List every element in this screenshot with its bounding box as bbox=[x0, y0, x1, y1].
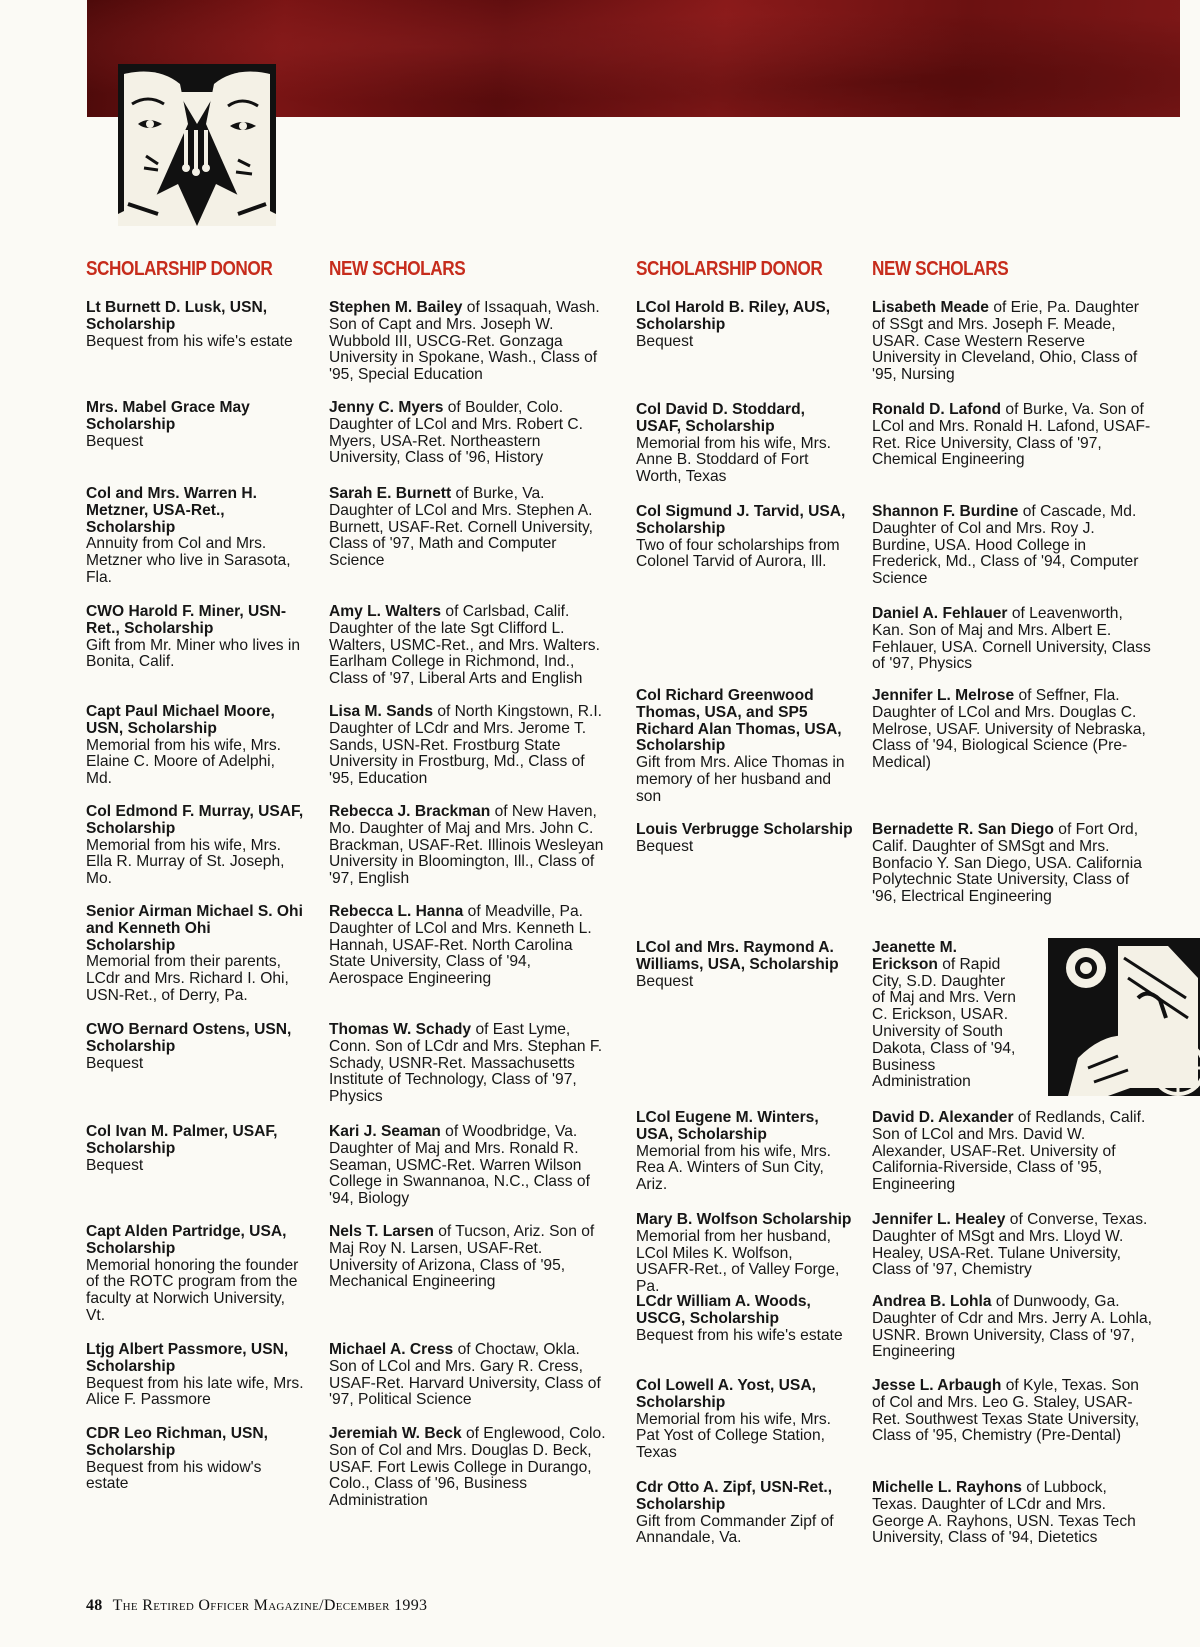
scholar-entry bbox=[329, 1342, 609, 1409]
donor-name: Col Edmond F. Murray, USAF, Scholarship bbox=[86, 803, 304, 837]
donor-desc: Bequest from his widow's estate bbox=[86, 1458, 262, 1493]
donor-name: Col and Mrs. Warren H. Metzner, USA-Ret., Scholarship bbox=[86, 485, 257, 536]
scholar-desc: of Carlsbad, Calif. Daughter of the late Sgt Clifford L. Walters, USMC-Ret., and Mrs. Walters. Earlham College in Richmond, Ind., Class of '97, Liberal Arts and English bbox=[329, 603, 600, 688]
scholar-desc: of Lubbock, Texas. Daughter of LCdr and Mrs. George A. Rayhons, USN. Texas Tech University, Class of '94, Dietetics bbox=[872, 1479, 1136, 1547]
donor-column-right bbox=[636, 258, 854, 1547]
donor-desc: Memorial from his wife, Mrs. Ella R. Murray of St. Joseph, Mo. bbox=[86, 836, 285, 888]
scholar-name: Bernadette R. San Diego bbox=[872, 821, 1054, 838]
scholar-name: Thomas W. Schady bbox=[329, 1021, 472, 1038]
scholar-name: Jesse L. Arbaugh bbox=[872, 1377, 1002, 1394]
scholar-desc: of Leavenworth, Kan. Son of Maj and Mrs. Albert E. Fehlauer, USA. Cornell University, Class of '97, Physics bbox=[872, 605, 1151, 673]
scholar-entry bbox=[872, 402, 1152, 469]
scholar-name: Jennifer L. Melrose bbox=[872, 687, 1015, 704]
donor-name: Col David D. Stoddard, USAF, Scholarship bbox=[636, 401, 805, 435]
scholar-name: Michael A. Cress bbox=[329, 1341, 454, 1358]
donor-name: LCol Harold B. Riley, AUS, Scholarship bbox=[636, 299, 831, 333]
donor-entry bbox=[636, 940, 854, 990]
scholar-desc: of Redlands, Calif. Son of LCol and Mrs. David W. Alexander, USAF-Ret. University of California-Riverside, Class of '95, Engineering bbox=[872, 1109, 1146, 1194]
scholar-entry bbox=[329, 1022, 609, 1106]
scholar-entry bbox=[329, 300, 609, 384]
scholar-desc: of East Lyme, Conn. Son of LCdr and Mrs. Stephan F. Schady, USNR-Ret. Massachusetts Institute of Technology, Class of '97, Physics bbox=[329, 1021, 603, 1106]
scholar-desc: of North Kingstown, R.I. Daughter of LCdr and Mrs. Jerome T. Sands, USN-Ret. Frostburg State University in Frostburg, Md., Class of '95, Education bbox=[329, 703, 603, 788]
scholar-name: Stephen M. Bailey bbox=[329, 299, 463, 316]
donor-desc: Two of four scholarships from Colonel Tarvid of Aurora, Ill. bbox=[636, 536, 840, 571]
donor-desc: Memorial from his wife, Mrs. Anne B. Stoddard of Fort Worth, Texas bbox=[636, 434, 831, 486]
donor-desc: Bequest bbox=[86, 432, 144, 450]
donor-name: Col Richard Greenwood Thomas, USA, and SP5 Richard Alan Thomas, USA, Scholarship bbox=[636, 687, 842, 755]
scholar-name: Jeanette M. Erickson bbox=[872, 939, 957, 973]
donor-desc: Gift from Commander Zipf of Annandale, Va. bbox=[636, 1512, 834, 1547]
scholar-entry bbox=[872, 504, 1152, 588]
scholar-desc: of Englewood, Colo. Son of Col and Mrs. Douglas D. Beck, USAF. Fort Lewis College in Durango, Colo., Class of '96, Business Administration bbox=[329, 1425, 606, 1510]
donor-entry bbox=[86, 1426, 304, 1493]
scholar-desc: of Dunwoody, Ga. Daughter of Cdr and Mrs. Jerry A. Lohla, USNR. Brown University, Class of '97, Engineering bbox=[872, 1293, 1152, 1361]
scholar-entry bbox=[872, 1212, 1152, 1279]
scholar-desc: of Choctaw, Okla. Son of LCol and Mrs. Gary R. Cress, USAF-Ret. Harvard University, Class of '97, Political Science bbox=[329, 1341, 601, 1409]
scholar-entry bbox=[872, 1294, 1152, 1361]
scholar-name: Daniel A. Fehlauer bbox=[872, 605, 1008, 622]
donor-name: Mary B. Wolfson Scholarship bbox=[636, 1211, 852, 1228]
scholar-desc: of Boulder, Colo. Daughter of LCol and Mrs. Robert C. Myers, USA-Ret. Northeastern University, Class of '96, History bbox=[329, 399, 583, 467]
donor-desc: Annuity from Col and Mrs. Metzner who live in Sarasota, Fla. bbox=[86, 535, 291, 586]
donor-desc: Bequest bbox=[636, 837, 694, 855]
scholar-desc: of Meadville, Pa. Daughter of LCol and Mrs. Kenneth L. Hannah, USAF-Ret. North Carolina State University, Class of '94, Aerospace Engineering bbox=[329, 903, 592, 988]
scholar-entry bbox=[329, 604, 609, 688]
scholar-name: Kari J. Seaman bbox=[329, 1123, 441, 1140]
scholar-desc: of Burke, Va. Daughter of LCol and Mrs. Stephen A. Burnett, USAF-Ret. Cornell University, Class of '97, Math and Computer Science bbox=[329, 485, 594, 570]
donor-entry bbox=[636, 300, 854, 350]
donor-name: Col Lowell A. Yost, USA, Scholarship bbox=[636, 1377, 816, 1411]
donor-name: Cdr Otto A. Zipf, USN-Ret., Scholarship bbox=[636, 1479, 833, 1513]
donor-name: Capt Alden Partridge, USA, Scholarship bbox=[86, 1223, 287, 1257]
scholar-desc: of Kyle, Texas. Son of Col and Mrs. Leo G. Staley, USAR-Ret. Southwest Texas State University, Class of '95, Chemistry (Pre-Dental) bbox=[872, 1377, 1140, 1445]
donor-desc: Bequest bbox=[636, 332, 694, 350]
publication-title: The Retired Officer Magazine/December 1993 bbox=[112, 1597, 428, 1614]
donor-entry bbox=[86, 300, 304, 350]
scholar-name: Ronald D. Lafond bbox=[872, 401, 1002, 418]
donor-entry bbox=[86, 704, 304, 788]
donor-entry bbox=[86, 1022, 304, 1072]
donor-entry bbox=[86, 604, 304, 671]
donor-desc: Bequest bbox=[86, 1054, 144, 1072]
scholars-column-left bbox=[329, 258, 609, 1510]
scholar-name: Jennifer L. Healey bbox=[872, 1211, 1006, 1228]
scholar-name: David D. Alexander bbox=[872, 1109, 1014, 1126]
scholar-desc: of Seffner, Fla. Daughter of LCol and Mrs. Douglas C. Melrose, USAF. University of Nebraska, Class of '94, Biological Science (Pre-Medical) bbox=[872, 687, 1146, 772]
page-number: 48 bbox=[86, 1597, 103, 1614]
scholar-entry bbox=[872, 300, 1152, 384]
column-heading: NEW SCHOLARS bbox=[329, 258, 466, 280]
scholar-desc: of Issaquah, Wash. Son of Capt and Mrs. Joseph W. Wubbold III, USCG-Ret. Gonzaga University in Spokane, Wash., Class of '95, Special Education bbox=[329, 299, 600, 384]
scholar-entry bbox=[872, 1480, 1152, 1547]
donor-entry bbox=[86, 1124, 304, 1174]
scholar-desc: of Cascade, Md. Daughter of Col and Mrs. Roy J. Burdine, USA. Hood College in Frederick, Md., Class of '94, Computer Science bbox=[872, 503, 1139, 588]
donor-entry bbox=[636, 1212, 854, 1296]
diploma-illustration bbox=[1048, 938, 1200, 1096]
donor-name: CDR Leo Richman, USN, Scholarship bbox=[86, 1425, 268, 1459]
column-heading: SCHOLARSHIP DONOR bbox=[636, 258, 823, 280]
donor-desc: Memorial from his wife, Mrs. Rea A. Winters of Sun City, Ariz. bbox=[636, 1142, 831, 1194]
donor-desc: Gift from Mrs. Alice Thomas in memory of her husband and son bbox=[636, 754, 845, 805]
donor-desc: Memorial from his wife, Mrs. Pat Yost of College Station, Texas bbox=[636, 1410, 831, 1462]
donor-entry bbox=[636, 1294, 854, 1344]
donor-entry bbox=[636, 688, 854, 806]
scholar-entry bbox=[329, 486, 609, 570]
donor-desc: Bequest bbox=[86, 1156, 144, 1174]
scholar-name: Michelle L. Rayhons bbox=[872, 1479, 1022, 1496]
scholar-name: Jenny C. Myers bbox=[329, 399, 444, 416]
donor-entry bbox=[86, 904, 304, 1005]
donor-name: CWO Bernard Ostens, USN, Scholarship bbox=[86, 1021, 292, 1055]
donor-desc: Gift from Mr. Miner who lives in Bonita, Calif. bbox=[86, 636, 301, 671]
donor-name: LCol and Mrs. Raymond A. Williams, USA, Scholarship bbox=[636, 939, 839, 973]
scholar-entry bbox=[872, 688, 1152, 772]
scholar-name: Amy L. Walters bbox=[329, 603, 442, 620]
scholar-desc: of Woodbridge, Va. Daughter of Maj and Mrs. Ronald R. Seaman, USMC-Ret. Warren Wilson College in Swannanoa, N.C., Class of '94, Biology bbox=[329, 1123, 590, 1208]
scholar-desc: of Converse, Texas. Daughter of MSgt and Mrs. Lloyd W. Healey, USA-Ret. Tulane University, Class of '97, Chemistry bbox=[872, 1211, 1148, 1279]
scholar-name: Lisa M. Sands bbox=[329, 703, 433, 720]
scholar-name: Jeremiah W. Beck bbox=[329, 1425, 462, 1442]
column-heading: NEW SCHOLARS bbox=[872, 258, 1009, 280]
scholar-entry bbox=[329, 1224, 609, 1291]
donor-entry bbox=[86, 1342, 304, 1409]
scholar-name: Andrea B. Lohla bbox=[872, 1293, 992, 1310]
donor-name: Capt Paul Michael Moore, USN, Scholarship bbox=[86, 703, 275, 737]
donor-name: CWO Harold F. Miner, USN-Ret., Scholarship bbox=[86, 603, 287, 637]
scholar-desc: of New Haven, Mo. Daughter of Maj and Mrs. John C. Brackman, USAF-Ret. Illinois Wesleyan University in Bloomington, Ill., Class of '97, English bbox=[329, 803, 604, 888]
donor-entry bbox=[636, 504, 854, 571]
scholar-entry bbox=[872, 822, 1152, 906]
scholar-name: Nels T. Larsen bbox=[329, 1223, 434, 1240]
donor-name: LCdr William A. Woods, USCG, Scholarship bbox=[636, 1293, 811, 1327]
donor-entry bbox=[86, 1224, 304, 1325]
scholars-illustration bbox=[118, 64, 276, 226]
scholar-name: Sarah E. Burnett bbox=[329, 485, 452, 502]
scholar-name: Shannon F. Burdine bbox=[872, 503, 1019, 520]
scholar-desc: of Tucson, Ariz. Son of Maj Roy N. Larsen, USAF-Ret. University of Arizona, Class of '95, Mechanical Engineering bbox=[329, 1223, 595, 1291]
donor-name: Louis Verbrugge Scholarship bbox=[636, 821, 853, 838]
donor-desc: Memorial from his wife, Mrs. Elaine C. Moore of Adelphi, Md. bbox=[86, 736, 281, 788]
donor-entry bbox=[636, 822, 854, 856]
scholar-entry bbox=[872, 606, 1152, 673]
scholar-entry bbox=[329, 1426, 609, 1510]
donor-desc: Bequest from his late wife, Mrs. Alice F. Passmore bbox=[86, 1374, 304, 1409]
scholar-entry bbox=[329, 1124, 609, 1208]
donor-desc: Memorial honoring the founder of the ROTC program from the faculty at Norwich University, Vt. bbox=[86, 1256, 299, 1324]
donor-desc: Memorial from her husband, LCol Miles K. Wolfson, USAFR-Ret., of Valley Forge, Pa. bbox=[636, 1227, 840, 1296]
donor-entry bbox=[86, 804, 304, 888]
scholar-entry bbox=[872, 940, 1022, 1091]
scholar-entry bbox=[329, 904, 609, 988]
donor-name: Ltjg Albert Passmore, USN, Scholarship bbox=[86, 1341, 289, 1375]
scholar-entry bbox=[329, 400, 609, 467]
donor-entry bbox=[636, 1110, 854, 1194]
donor-name: Mrs. Mabel Grace May Scholarship bbox=[86, 399, 250, 433]
scholar-desc: of Burke, Va. Son of LCol and Mrs. Ronald H. Lafond, USAF-Ret. Rice University, Class of '97, Chemical Engineering bbox=[872, 401, 1151, 469]
donor-desc: Bequest from his wife's estate bbox=[636, 1326, 843, 1344]
scholar-entry bbox=[872, 1378, 1152, 1445]
donor-column-left bbox=[86, 258, 304, 1493]
donor-desc: Bequest from his wife's estate bbox=[86, 332, 293, 350]
donor-name: Senior Airman Michael S. Ohi and Kenneth Ohi Scholarship bbox=[86, 903, 303, 954]
scholar-name: Lisabeth Meade bbox=[872, 299, 989, 316]
scholar-entry bbox=[872, 1110, 1152, 1194]
scholar-entry bbox=[329, 804, 609, 888]
donor-entry bbox=[636, 1378, 854, 1462]
donor-name: Lt Burnett D. Lusk, USN, Scholarship bbox=[86, 299, 268, 333]
scholar-name: Rebecca J. Brackman bbox=[329, 803, 491, 820]
donor-name: Col Sigmund J. Tarvid, USA, Scholarship bbox=[636, 503, 846, 537]
scholar-desc: of Erie, Pa. Daughter of SSgt and Mrs. Joseph F. Meade, USAR. Case Western Reserve University in Cleveland, Ohio, Class of '95, Nursing bbox=[872, 299, 1139, 384]
donor-entry bbox=[636, 1480, 854, 1547]
scholar-desc: of Rapid City, S.D. Daughter of Maj and Mrs. Vern C. Erickson, USAR. University of South Dakota, Class of '94, Business Administration bbox=[872, 955, 1016, 1091]
page-footer bbox=[86, 1597, 427, 1615]
donor-entry bbox=[636, 402, 854, 486]
column-heading: SCHOLARSHIP DONOR bbox=[86, 258, 273, 280]
scholar-entry bbox=[329, 704, 609, 788]
donor-entry bbox=[86, 400, 304, 450]
donor-name: LCol Eugene M. Winters, USA, Scholarship bbox=[636, 1109, 819, 1143]
donor-entry bbox=[86, 486, 304, 587]
scholar-desc: of Fort Ord, Calif. Daughter of SMSgt and Mrs. Bonfacio Y. San Diego, USA. California Polytechnic State University, Class of '96, Electrical Engineering bbox=[872, 821, 1142, 906]
scholars-column-right bbox=[872, 258, 1152, 1547]
donor-name: Col Ivan M. Palmer, USAF, Scholarship bbox=[86, 1123, 278, 1157]
scholar-name: Rebecca L. Hanna bbox=[329, 903, 464, 920]
donor-desc: Memorial from their parents, LCdr and Mrs. Richard I. Ohi, USN-Ret., of Derry, Pa. bbox=[86, 953, 289, 1004]
donor-desc: Bequest bbox=[636, 972, 694, 990]
